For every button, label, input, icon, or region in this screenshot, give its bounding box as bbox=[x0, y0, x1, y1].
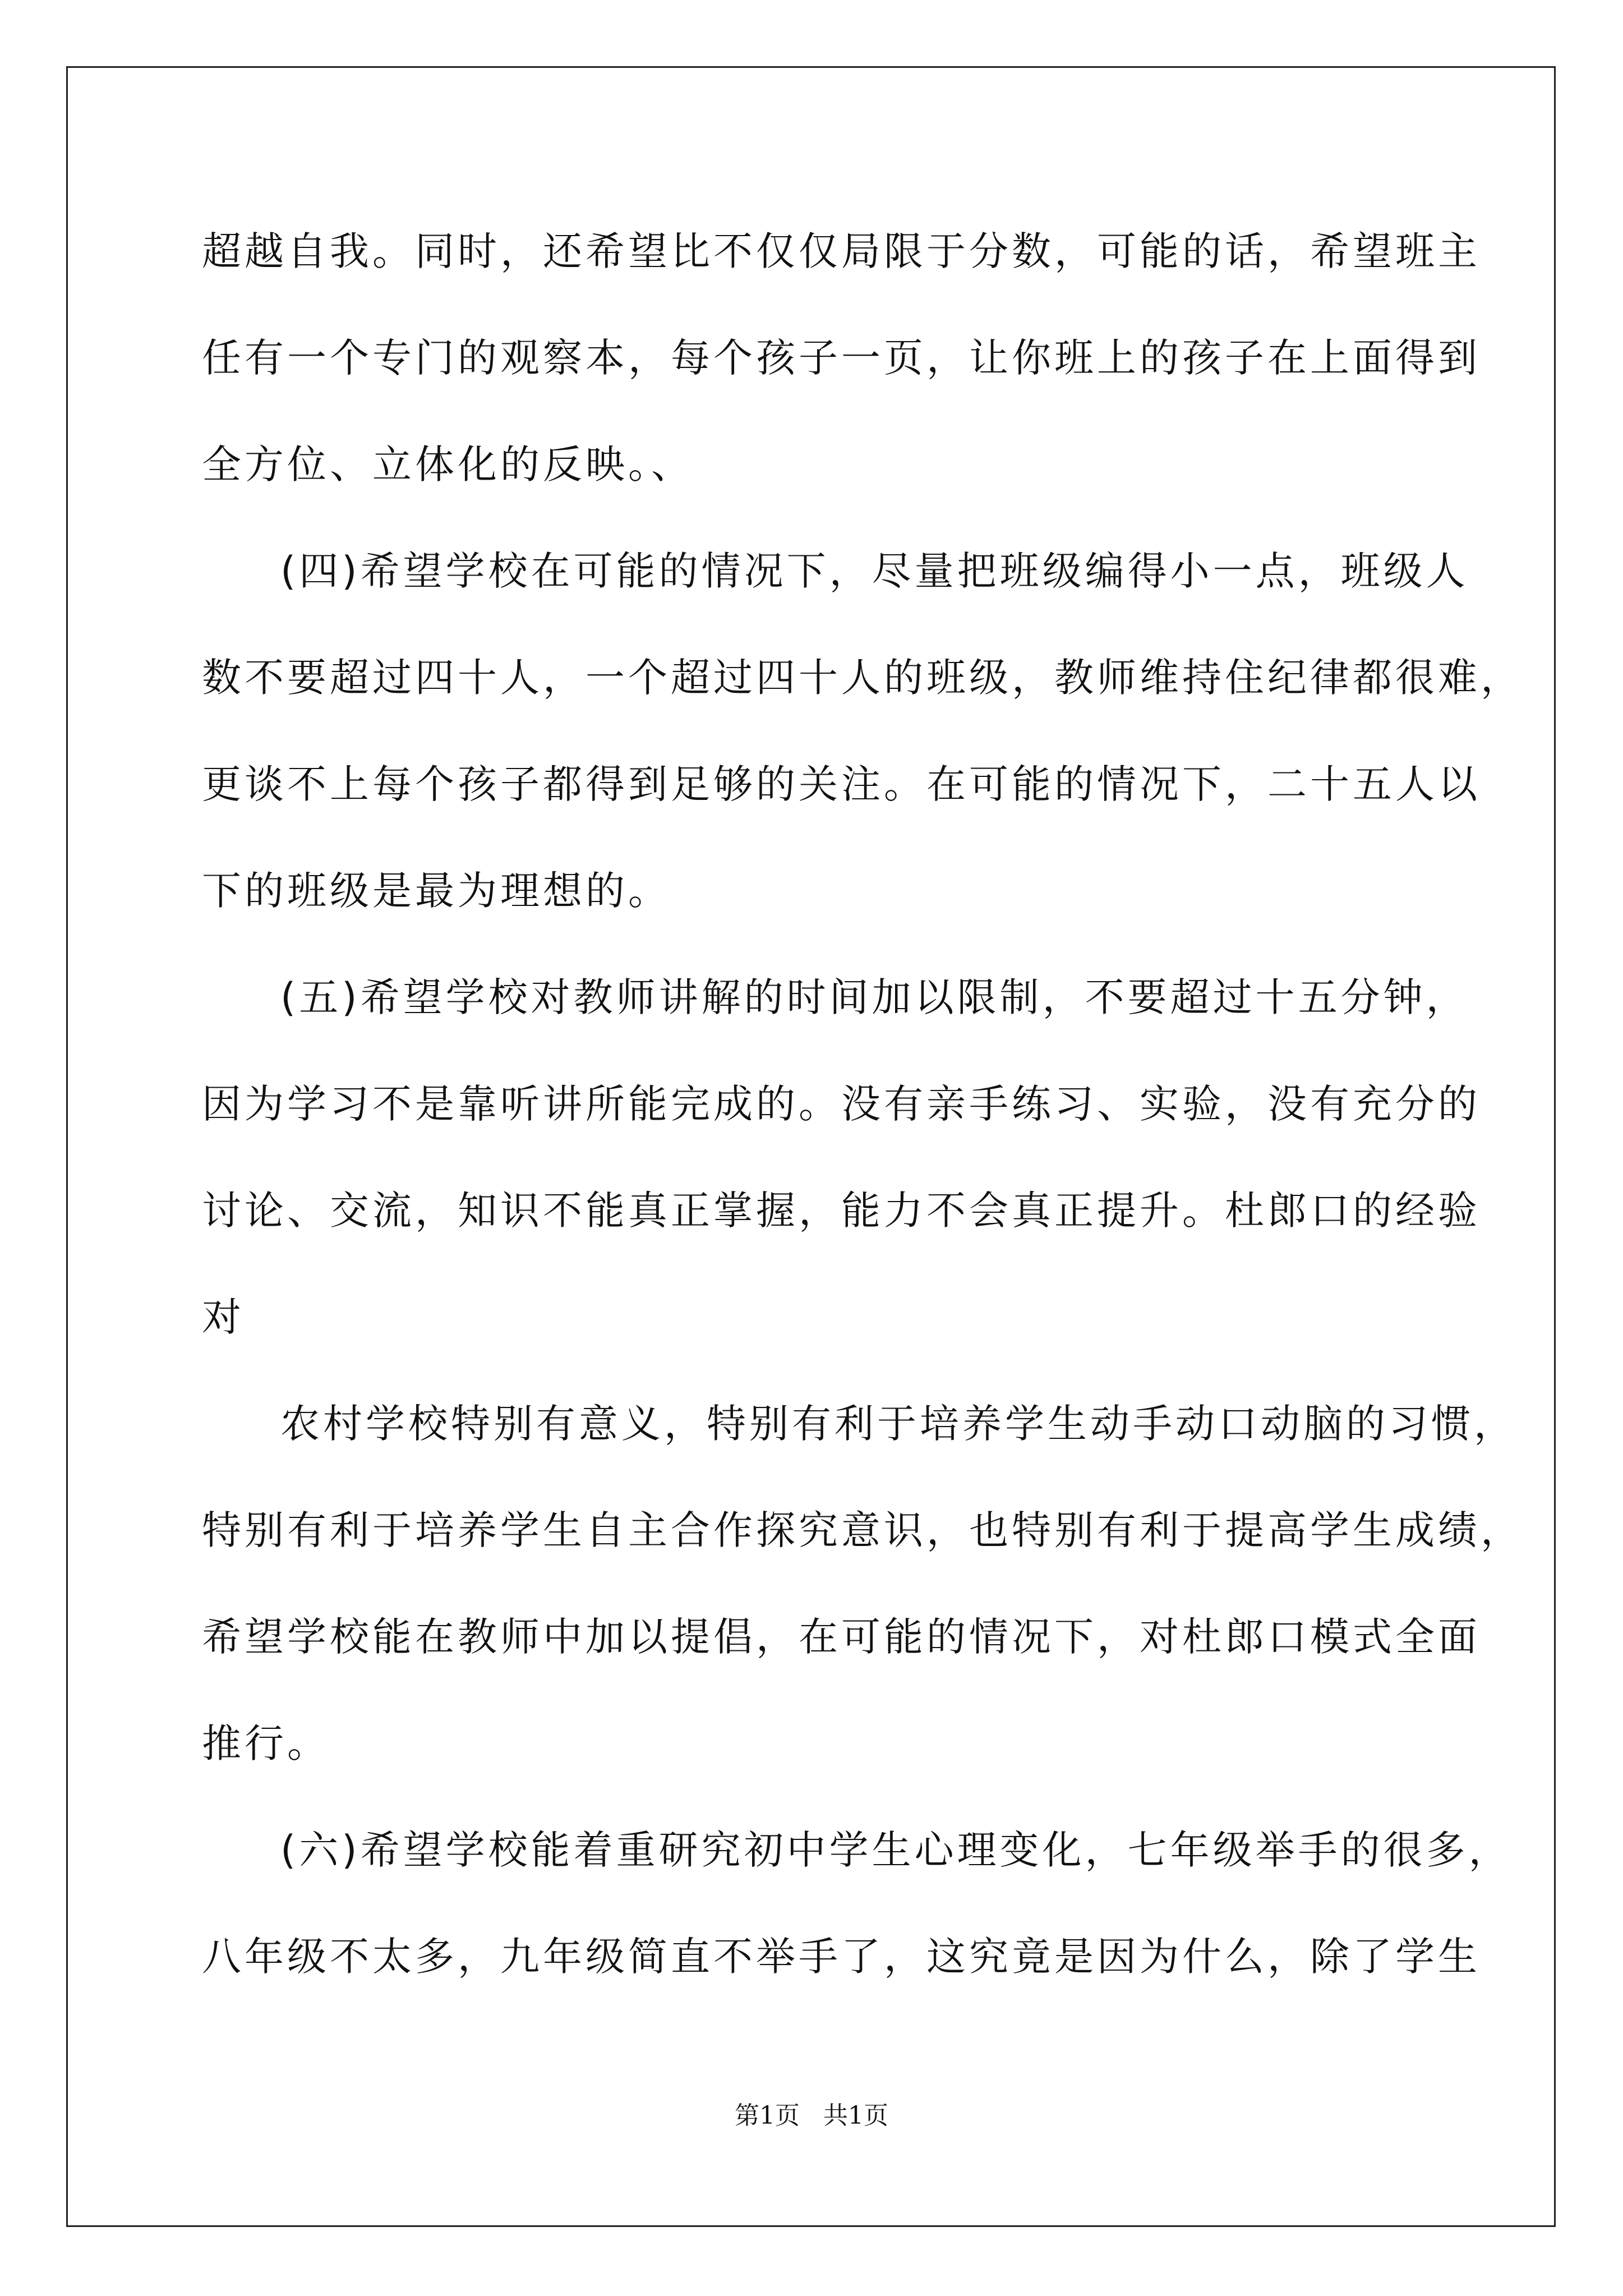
text-line: (六)希望学校能着重研究初中学生心理变化，七年级举手的很多， bbox=[280, 1827, 1511, 1873]
text-line: 下的班级是最为理想的。 bbox=[202, 868, 671, 914]
text-line: 讨论、交流，知识不能真正掌握，能力不会真正提升。杜郎口的经验 bbox=[202, 1188, 1481, 1234]
text-line: 特别有利于培养学生自主合作探究意识，也特别有利于提高学生成绩， bbox=[202, 1507, 1523, 1553]
text-line: 更谈不上每个孩子都得到足够的关注。在可能的情况下，二十五人以 bbox=[202, 761, 1481, 807]
text-line: 因为学习不是靠听讲所能完成的。没有亲手练习、实验，没有充分的 bbox=[202, 1081, 1481, 1127]
text-line: 任有一个专门的观察本，每个孩子一页，让你班上的孩子在上面得到 bbox=[202, 335, 1481, 381]
text-line: 超越自我。同时，还希望比不仅仅局限于分数，可能的话，希望班主 bbox=[202, 228, 1481, 274]
text-line: 农村学校特别有意义，特别有利于培养学生动手动口动脑的习惯， bbox=[280, 1401, 1516, 1447]
page-border bbox=[66, 66, 1556, 2227]
text-line: (四)希望学校在可能的情况下，尽量把班级编得小一点，班级人 bbox=[280, 548, 1469, 594]
text-line: 全方位、立体化的反映。、 bbox=[202, 441, 694, 487]
page-footer: 第1页 共1页 bbox=[735, 2101, 888, 2130]
text-line: 数不要超过四十人，一个超过四十人的班级，教师维持住纪律都很难， bbox=[202, 655, 1523, 701]
text-line: (五)希望学校对教师讲解的时间加以限制，不要超过十五分钟， bbox=[280, 974, 1469, 1020]
text-line: 推行。 bbox=[202, 1720, 330, 1766]
text-line: 希望学校能在教师中加以提倡，在可能的情况下，对杜郎口模式全面 bbox=[202, 1614, 1481, 1660]
text-line: 对 bbox=[202, 1294, 245, 1340]
text-line: 八年级不太多，九年级简直不举手了，这究竟是因为什么，除了学生 bbox=[202, 1934, 1481, 1980]
